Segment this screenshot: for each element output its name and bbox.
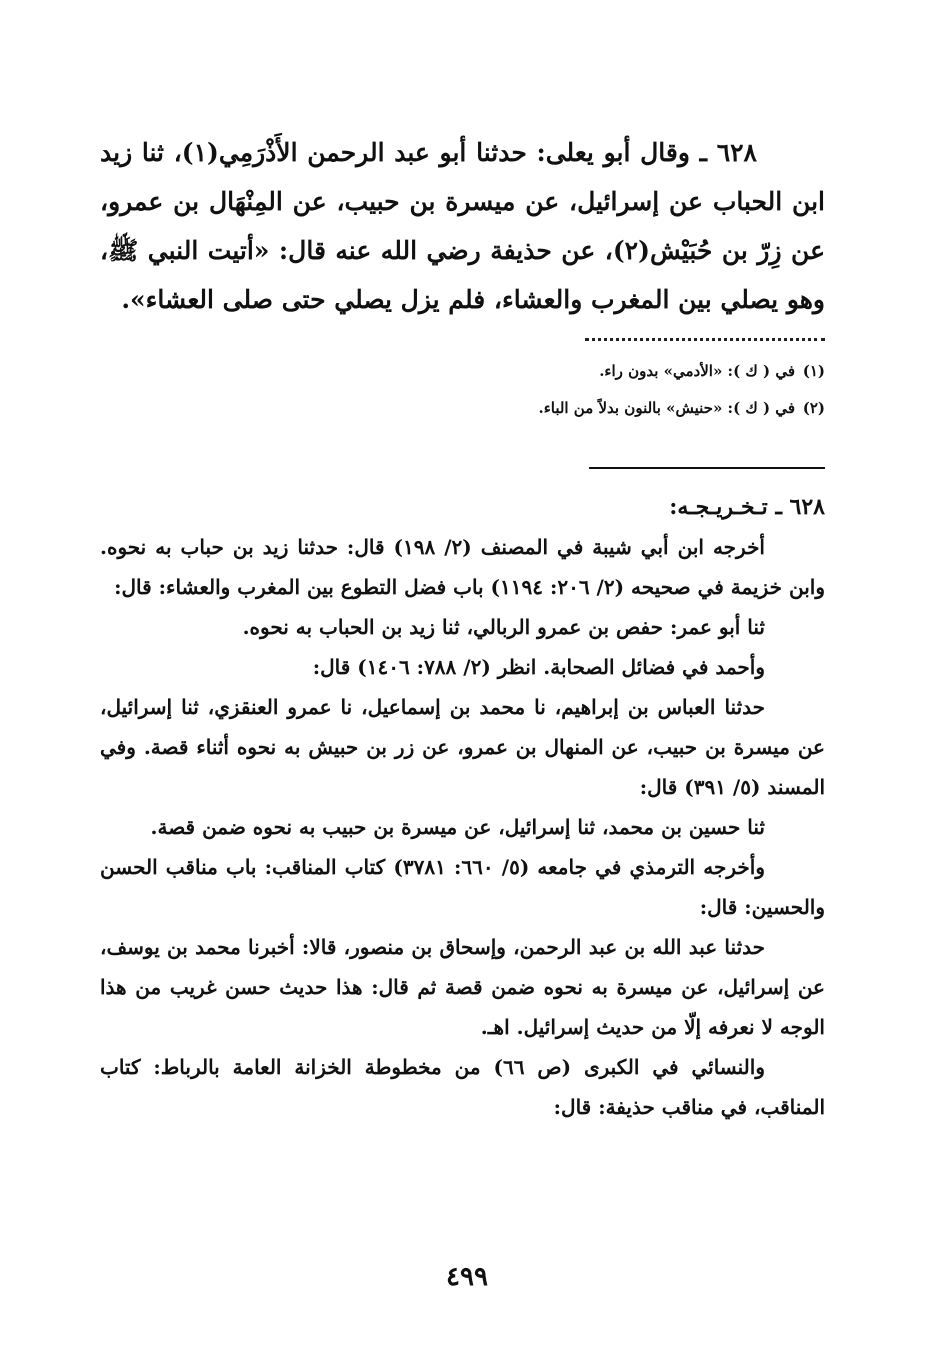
footnote-number: (١) [802, 362, 825, 380]
takhrij-paragraph: أخرجه ابن أبي شيبة في المصنف (٢/ ١٩٨) قال: حدثنا زيد بن حباب به نحوه. وابن خزيمة في صحيحه (٢/ ٢٠٦: ١١٩٤) باب فضل التطوع بين المغرب والعشاء: قال: [100, 535, 825, 599]
footnote-number: (٢) [802, 399, 825, 417]
hadith-line: وقال أبو يعلى: حدثنا أبو عبد الرحمن الأَذْرَمِي(١)، ثنا زيد ابن الحباب عن إسرائيل، عن ميسرة بن حبيب، عن المِنْهَال بن عمرو، عن زِرّ بن حُبَيْش(٢)، عن حذيفة رضي الله عنه قال: «أتيت النبي ﷺ، وهو يصلي بين المغرب والعشاء، فلم يزل يصلي حتى صلى العشاء». [100, 138, 825, 314]
takhrij-title: ٦٢٨ ـ تـخـريـجـه: [669, 494, 825, 520]
takhrij-paragraph: وأحمد في فضائل الصحابة. انظر (٢/ ٧٨٨: ١٤٠٦) قال: [312, 655, 765, 679]
takhrij-paragraph: حدثنا عبد الله بن عبد الرحمن، وإسحاق بن منصور، قالا: أخبرنا محمد بن يوسف، عن إسرائيل، عن ميسرة به نحوه ضمن قصة ثم قال: هذا حديث حسن غريب من هذا الوجه لا نعرفه إلّا من حديث إسرائيل. اهـ. [100, 935, 825, 1039]
footnote [100, 353, 825, 390]
takhrij-paragraph: والنسائي في الكبرى (ص ٦٦) من مخطوطة الخزانة العامة بالرباط: كتاب المناقب، في مناقب حذيفة: قال: [100, 1055, 825, 1119]
hadith-number: ٦٢٨ ـ [699, 138, 757, 167]
takhrij-paragraph: حدثنا العباس بن إبراهيم، نا محمد بن إسماعيل، نا عمرو العنقزي، ثنا إسرائيل، عن ميسرة بن حبيب، عن المنهال بن عمرو، عن زر بن حبيش به نحوه أثناء قصة. وفي المسند (٥/ ٣٩١) قال: [100, 695, 825, 799]
footnotes [100, 353, 825, 427]
section-divider [589, 467, 825, 469]
hadith-block [100, 128, 825, 324]
footnote-text: في ( ك ): «حنيش» بالنون بدلاً من الباء. [538, 399, 795, 417]
page-content [100, 128, 825, 1127]
takhrij-paragraph: ثنا حسين بن محمد، ثنا إسرائيل، عن ميسرة بن حبيب به نحوه ضمن قصة. [150, 815, 765, 839]
footnote [100, 390, 825, 427]
page-number: ٤٩٩ [446, 1262, 488, 1292]
footnote-text: في ( ك ): «الأدمي» بدون راء. [599, 362, 795, 380]
takhrij-paragraph: ثنا أبو عمر: حفص بن عمرو الربالي، ثنا زيد بن الحباب به نحوه. [242, 615, 765, 639]
takhrij-paragraph: وأخرجه الترمذي في جامعه (٥/ ٦٦٠: ٣٧٨١) كتاب المناقب: باب مناقب الحسن والحسين: قال: [100, 855, 825, 919]
hadith-text [100, 128, 825, 324]
takhrij-section [100, 487, 825, 1127]
footnote-separator [585, 338, 825, 341]
